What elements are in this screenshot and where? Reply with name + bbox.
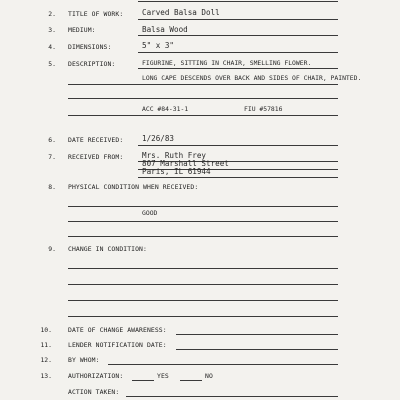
- physical-condition-rule-2: [68, 221, 338, 222]
- field-number-medium: 3.: [48, 26, 56, 34]
- authorization-yes-blank: [132, 380, 154, 381]
- authorization-no-blank: [180, 380, 202, 381]
- received-from-line-3: Paris, IL 61944: [142, 167, 211, 176]
- change-in-condition-rule-4: [68, 316, 338, 317]
- dimensions-line: [138, 52, 338, 53]
- received-from-line-1: Mrs. Ruth Frey: [142, 151, 207, 160]
- physical-condition-rule-3: [68, 236, 338, 237]
- by-whom-label: BY WHOM:: [68, 356, 100, 364]
- field-number-date-received: 6.: [48, 136, 56, 144]
- title-of-work-value: Carved Balsa Doll: [142, 8, 220, 17]
- change-in-condition-rule-1: [68, 268, 338, 269]
- medium-value: Balsa Wood: [142, 25, 188, 34]
- authorization-label: AUTHORIZATION:: [68, 372, 124, 380]
- dimensions-value: 5" x 3": [142, 41, 175, 50]
- description-label: DESCRIPTION:: [68, 60, 116, 68]
- physical-condition-label: PHYSICAL CONDITION WHEN RECEIVED:: [68, 183, 199, 191]
- date-received-line: [138, 145, 338, 146]
- change-in-condition-rule-3: [68, 300, 338, 301]
- change-in-condition-rule-2: [68, 284, 338, 285]
- physical-condition-rule-1: [68, 206, 338, 207]
- action-taken-line: [126, 396, 338, 397]
- description-rule-3: [68, 98, 338, 99]
- description-acc-number: ACC #84-31-1: [142, 105, 189, 113]
- description-fiu-number: FIU #57816: [244, 105, 283, 113]
- dimensions-label: DIMENSIONS:: [68, 43, 112, 51]
- date-received-label: DATE RECEIVED:: [68, 136, 124, 144]
- description-rule-1: [138, 68, 338, 69]
- by-whom-line: [108, 364, 338, 365]
- field-number-change-in-condition: 9.: [48, 245, 56, 253]
- field-number-date-of-change: 10.: [40, 326, 52, 334]
- title-of-work-line: [138, 19, 338, 20]
- physical-condition-value: GOOD: [142, 209, 158, 217]
- date-of-change-awareness-label: DATE OF CHANGE AWARENESS:: [68, 326, 167, 334]
- received-from-label: RECEIVED FROM:: [68, 153, 124, 161]
- change-in-condition-label: CHANGE IN CONDITION:: [68, 245, 147, 253]
- field-number-title: 2.: [48, 10, 56, 18]
- date-of-change-awareness-line: [176, 334, 338, 335]
- lender-notification-date-line: [176, 349, 338, 350]
- field-number-by-whom: 12.: [40, 356, 52, 364]
- top-partial-line: [138, 1, 338, 2]
- field-number-authorization: 13.: [40, 372, 52, 380]
- field-number-received-from: 7.: [48, 153, 56, 161]
- field-number-dimensions: 4.: [48, 43, 56, 51]
- description-rule-2: [68, 84, 338, 85]
- field-number-physical-condition: 8.: [48, 183, 56, 191]
- description-line-1: FIGURINE, SITTING IN CHAIR, SMELLING FLOWER.: [142, 59, 312, 67]
- authorization-no-label: NO: [205, 372, 213, 380]
- medium-label: MEDIUM:: [68, 26, 96, 34]
- description-line-2: LONG CAPE DESCENDS OVER BACK AND SIDES OF CHAIR, PAINTED.: [142, 74, 362, 82]
- received-from-rule-3: [138, 177, 338, 178]
- date-received-value: 1/26/83: [142, 134, 175, 143]
- medium-line: [138, 35, 338, 36]
- description-rule-4: [68, 115, 338, 116]
- lender-notification-date-label: LENDER NOTIFICATION DATE:: [68, 341, 167, 349]
- authorization-yes-label: YES: [157, 372, 169, 380]
- action-taken-label: ACTION TAKEN:: [68, 388, 120, 396]
- title-of-work-label: TITLE OF WORK:: [68, 10, 124, 18]
- field-number-lender-notification: 11.: [40, 341, 52, 349]
- field-number-description: 5.: [48, 60, 56, 68]
- received-from-line-2: 807 Marshall Street: [142, 159, 229, 168]
